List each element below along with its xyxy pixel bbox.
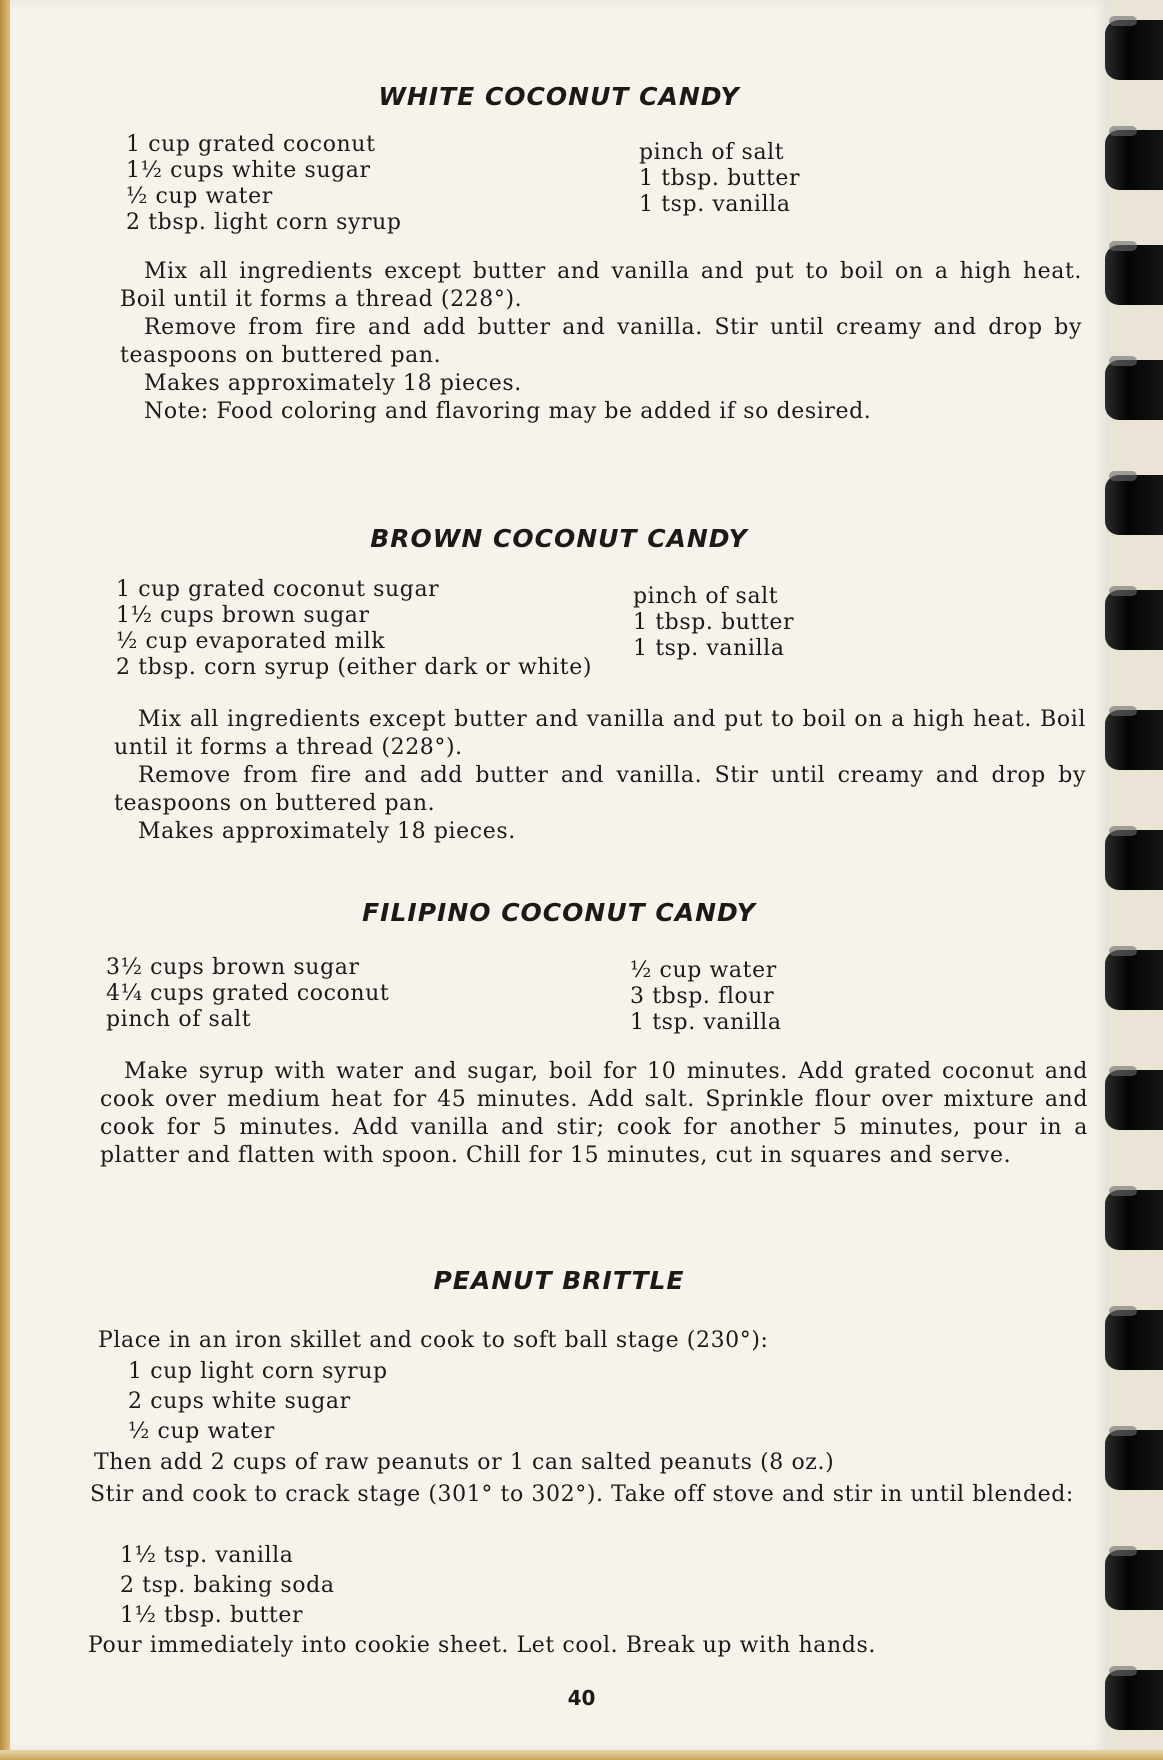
peanut-brittle-step-4: Pour immediately into cookie sheet. Let cool. Break up with hands.: [88, 1633, 876, 1658]
ingredient: ½ cup water: [126, 184, 273, 209]
ingredient: 1 cup light corn syrup: [128, 1359, 388, 1384]
ingredient: 2 tbsp. corn syrup (either dark or white): [116, 655, 593, 680]
peanut-brittle-step-3-items: [120, 1541, 335, 1631]
ingredient: ½ cup evaporated milk: [116, 629, 386, 654]
recipe-title-peanut-brittle: PEANUT BRITTLE: [433, 1266, 685, 1295]
direction-paragraph: Stir and cook to crack stage (301° to 302°). Take off stove and stir in until blended:: [90, 1482, 1074, 1507]
ingredients-left-filipino-coconut: [106, 955, 389, 1033]
directions-filipino-coconut: [100, 1058, 1088, 1170]
ingredient: 1 cup grated coconut sugar: [116, 577, 440, 602]
peanut-brittle-step-1: Place in an iron skillet and cook to soft ball stage (230°):: [98, 1328, 769, 1353]
direction-paragraph: Makes approximately 18 pieces.: [138, 819, 516, 844]
direction-paragraph: Remove from fire and add butter and vanilla. Stir until creamy and drop by teaspoons on buttered pan.: [120, 315, 1082, 368]
ingredients-right-brown-coconut: [633, 584, 794, 662]
ingredient: 1 tsp. vanilla: [639, 192, 791, 217]
binding-ring: [1105, 950, 1163, 1010]
cookbook-page: [10, 0, 1108, 1752]
ingredient: 1½ cups white sugar: [126, 158, 371, 183]
binding-ring: [1105, 590, 1163, 650]
ingredient: 1½ tbsp. butter: [120, 1603, 304, 1628]
direction-paragraph: Makes approximately 18 pieces.: [144, 371, 522, 396]
recipe-title-white-coconut-candy: WHITE COCONUT CANDY: [378, 82, 740, 111]
ingredient: 2 tbsp. light corn syrup: [126, 210, 402, 235]
direction-paragraph: Make syrup with water and sugar, boil for 10 minutes. Add grated coconut and cook over medium heat for 45 minutes. Add salt. Sprinkle flour over mixture and cook for 5 minutes. Add vanilla and stir; cook for another 5 minutes, pour in a platter and flatten with spoon. Chill for 15 minutes, cut in squares and serve.: [100, 1059, 1088, 1168]
binding-ring: [1105, 1550, 1163, 1610]
binding-ring: [1105, 475, 1163, 535]
direction-paragraph: Note: Food coloring and flavoring may be added if so desired.: [144, 399, 872, 424]
peanut-brittle-step-1-items: [128, 1357, 388, 1447]
binding-ring: [1105, 130, 1163, 190]
page-content: [10, 0, 1108, 1752]
binding-ring: [1105, 245, 1163, 305]
recipe-title-filipino-coconut-candy: FILIPINO COCONUT CANDY: [362, 898, 756, 927]
peanut-brittle-step-3: [90, 1481, 1086, 1509]
direction-paragraph: Mix all ingredients except butter and vanilla and put to boil on a high heat. Boil until it forms a thread (228°).: [114, 707, 1086, 760]
binding-ring: [1105, 1310, 1163, 1370]
ingredient: 2 tsp. baking soda: [120, 1573, 335, 1598]
binding-ring: [1105, 1190, 1163, 1250]
ingredient: 1 cup grated coconut: [126, 132, 376, 157]
page-bottom-edge: [0, 1750, 1163, 1760]
ingredients-right-filipino-coconut: [630, 958, 782, 1036]
ingredient: 1 tsp. vanilla: [633, 636, 785, 661]
directions-brown-coconut: [114, 706, 1086, 846]
ingredient: 1 tbsp. butter: [639, 166, 801, 191]
direction-paragraph: Mix all ingredients except butter and vanilla and put to boil on a high heat. Boil until it forms a thread (228°).: [120, 259, 1082, 312]
ingredient: 1 tsp. vanilla: [630, 1010, 782, 1035]
direction-paragraph: Remove from fire and add butter and vanilla. Stir until creamy and drop by teaspoons on buttered pan.: [114, 763, 1086, 816]
ingredient: 4¼ cups grated coconut: [106, 981, 390, 1006]
peanut-brittle-step-2: Then add 2 cups of raw peanuts or 1 can salted peanuts (8 oz.): [94, 1450, 835, 1475]
ingredients-left-brown-coconut: [116, 577, 592, 681]
directions-white-coconut: [120, 258, 1082, 426]
binding-ring: [1105, 1430, 1163, 1490]
ingredient: ½ cup water: [128, 1419, 275, 1444]
page-left-edge: [0, 0, 10, 1760]
binding-ring: [1105, 360, 1163, 420]
binding-ring: [1105, 20, 1163, 80]
ingredients-left-white-coconut: [126, 132, 402, 236]
binding-ring: [1105, 710, 1163, 770]
ingredient: 1½ tsp. vanilla: [120, 1543, 294, 1568]
ingredient: 3 tbsp. flour: [630, 984, 775, 1009]
ingredients-right-white-coconut: [639, 140, 800, 218]
ingredient: 1 tbsp. butter: [633, 610, 795, 635]
ingredient: 2 cups white sugar: [128, 1389, 351, 1414]
binding-ring: [1105, 830, 1163, 890]
page-number: 40: [567, 1686, 596, 1710]
binding-ring: [1105, 1070, 1163, 1130]
spiral-binding: [1103, 0, 1163, 1760]
ingredient: 3½ cups brown sugar: [106, 955, 360, 980]
ingredient: ½ cup water: [630, 958, 777, 983]
ingredient: pinch of salt: [639, 140, 785, 165]
ingredient: 1½ cups brown sugar: [116, 603, 370, 628]
binding-ring: [1105, 1670, 1163, 1730]
ingredient: pinch of salt: [633, 584, 779, 609]
recipe-title-brown-coconut-candy: BROWN COCONUT CANDY: [370, 524, 748, 553]
ingredient: pinch of salt: [106, 1007, 252, 1032]
